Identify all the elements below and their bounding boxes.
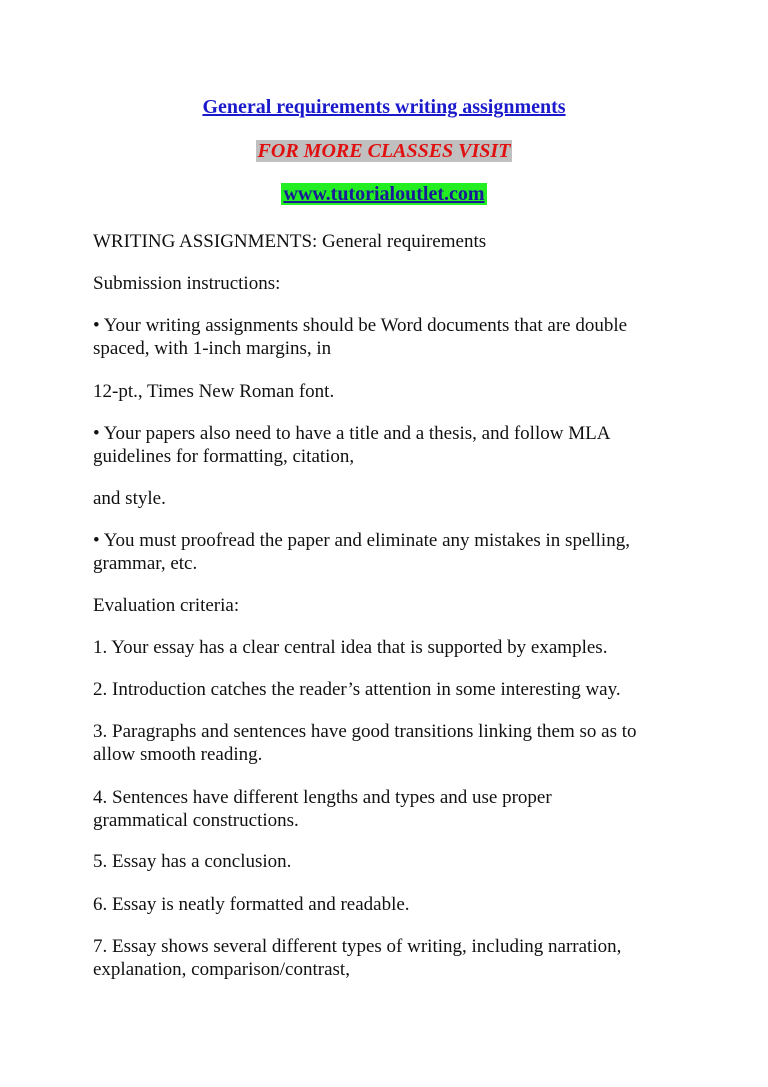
criteria-item: 1. Your essay has a clear central idea that is supported by examples. [93, 637, 608, 658]
criteria-item: 7. Essay shows several different types of writing, including narration, explanation, comparison/contrast, [93, 936, 622, 980]
document-title-line [0, 95, 768, 119]
bullet-paragraph: • You must proofread the paper and eliminate any mistakes in spelling, grammar, etc. [93, 530, 630, 574]
section-heading: WRITING ASSIGNMENTS: General requirements [93, 231, 487, 252]
criteria-item: 2. Introduction catches the reader’s attention in some interesting way. [93, 679, 621, 700]
criteria-item: 6. Essay is neatly formatted and readable. [93, 894, 410, 915]
criteria-item: 5. Essay has a conclusion. [93, 851, 292, 872]
url-line [0, 182, 768, 206]
criteria-item: 3. Paragraphs and sentences have good transitions linking them so as to allow smooth reading. [93, 721, 637, 765]
visit-line [0, 139, 768, 163]
bullet-paragraph: • Your writing assignments should be Word documents that are double spaced, with 1-inch margins, in [93, 315, 628, 359]
criteria-item: 4. Sentences have different lengths and types and use proper grammatical constructions. [93, 787, 552, 831]
paragraph: 12-pt., Times New Roman font. [93, 381, 335, 402]
website-link[interactable]: www.tutorialoutlet.com [283, 183, 485, 205]
evaluation-heading: Evaluation criteria: [93, 595, 240, 616]
paragraph: and style. [93, 488, 166, 509]
visit-banner: FOR MORE CLASSES VISIT [257, 140, 511, 162]
document-title[interactable]: General requirements writing assignments [202, 96, 566, 118]
bullet-paragraph: • Your papers also need to have a title and a thesis, and follow MLA guidelines for formatting, citation, [93, 423, 610, 467]
submission-heading: Submission instructions: [93, 273, 281, 294]
